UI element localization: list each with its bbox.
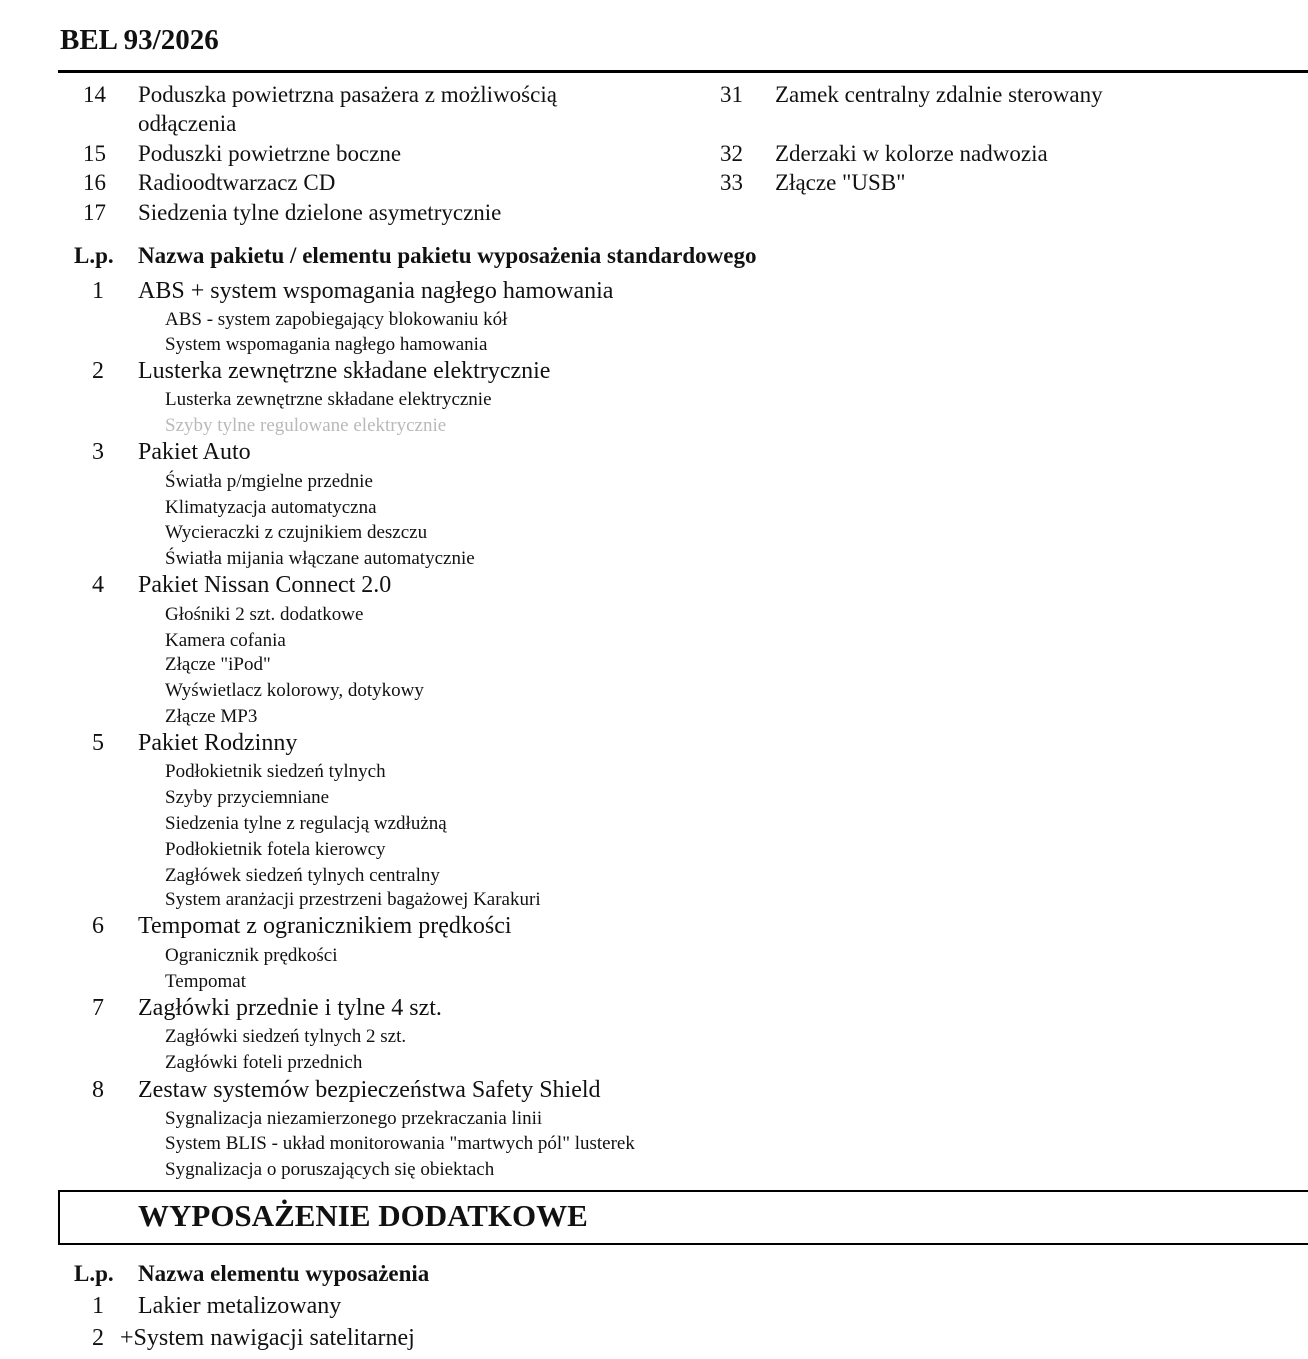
list-item-number: 17 [83,200,106,225]
package-number: 4 [92,572,104,598]
list-item-number: 14 [83,82,106,107]
extras-header-lp: L.p. [74,1261,114,1286]
package-number: 2 [92,358,104,384]
extras-header-name: Nazwa elementu wyposażenia [138,1261,430,1286]
packages-header-lp: L.p. [74,243,114,268]
package-element: Głośniki 2 szt. dodatkowe [165,604,364,625]
packages-header-name: Nazwa pakietu / elementu pakietu wyposażenia standardowego [138,243,757,268]
package-element: Wycieraczki z czujnikiem deszczu [165,522,428,543]
package-element: System wspomagania nagłego hamowania [165,334,488,355]
package-name: Tempomat z ogranicznikiem prędkości [138,913,512,939]
list-item-number: 15 [83,141,106,166]
package-element: System BLIS - układ monitorowania "martwych pól" lusterek [165,1133,635,1154]
package-number: 7 [92,995,104,1021]
list-item-text: Radioodtwarzacz CD [138,170,336,195]
package-element: Kamera cofania [165,630,286,651]
package-name: Zestaw systemów bezpieczeństwa Safety Shield [138,1077,601,1103]
package-element: Złącze MP3 [165,706,258,727]
package-element: Sygnalizacja niezamierzonego przekraczania linii [165,1108,543,1129]
list-item-number: 31 [720,82,743,107]
package-element: ABS - system zapobiegający blokowaniu kół [165,309,508,330]
header-rule [58,70,1308,73]
package-element: Światła p/mgielne przednie [165,471,373,492]
package-element: Lusterka zewnętrzne składane elektrycznie [165,389,492,410]
package-element-faded: Szyby tylne regulowane elektrycznie [165,415,447,436]
extra-item-name: +System nawigacji satelitarnej [120,1325,415,1351]
list-item-text: Poduszka powietrzna pasażera z możliwością [138,82,557,107]
list-item-text: Złącze "USB" [775,170,906,195]
package-element: Wyświetlacz kolorowy, dotykowy [165,680,424,701]
extra-item-number: 2 [92,1325,104,1351]
package-element: Podłokietnik fotela kierowcy [165,839,386,860]
package-element: Tempomat [165,971,246,992]
package-element: Podłokietnik siedzeń tylnych [165,761,386,782]
package-number: 5 [92,730,104,756]
package-element: Siedzenia tylne z regulacją wzdłużną [165,813,447,834]
list-item-number: 16 [83,170,106,195]
package-number: 3 [92,439,104,465]
package-element: Ogranicznik prędkości [165,945,338,966]
list-item-text: Poduszki powietrzne boczne [138,141,402,166]
list-item-number: 32 [720,141,743,166]
package-element: Zagłówek siedzeń tylnych centralny [165,865,440,886]
section-title: WYPOSAŻENIE DODATKOWE [138,1198,588,1233]
list-item-text-continued: odłączenia [138,111,237,136]
package-number: 1 [92,278,104,304]
package-element: Światła mijania włączane automatycznie [165,548,475,569]
extra-item-number: 1 [92,1293,104,1319]
package-element: Klimatyzacja automatyczna [165,497,377,518]
package-name: Zagłówki przednie i tylne 4 szt. [138,995,442,1021]
package-name: Pakiet Rodzinny [138,730,298,756]
list-item-text: Zamek centralny zdalnie sterowany [775,82,1103,107]
list-item-text: Zderzaki w kolorze nadwozia [775,141,1048,166]
package-element: Złącze "iPod" [165,654,271,675]
package-name: Lusterka zewnętrzne składane elektrycznie [138,358,551,384]
package-element: System aranżacji przestrzeni bagażowej Karakuri [165,889,541,910]
package-name: Pakiet Nissan Connect 2.0 [138,572,392,598]
package-element: Szyby przyciemniane [165,787,330,808]
list-item-text: Siedzenia tylne dzielone asymetrycznie [138,200,502,225]
document-title: BEL 93/2026 [60,24,219,56]
extra-item-name: Lakier metalizowany [138,1293,342,1319]
list-item-number: 33 [720,170,743,195]
package-number: 6 [92,913,104,939]
package-element: Sygnalizacja o poruszających się obiektach [165,1159,495,1180]
package-name: ABS + system wspomagania nagłego hamowania [138,278,614,304]
package-name: Pakiet Auto [138,439,251,465]
package-element: Zagłówki foteli przednich [165,1052,363,1073]
package-number: 8 [92,1077,104,1103]
package-element: Zagłówki siedzeń tylnych 2 szt. [165,1026,407,1047]
